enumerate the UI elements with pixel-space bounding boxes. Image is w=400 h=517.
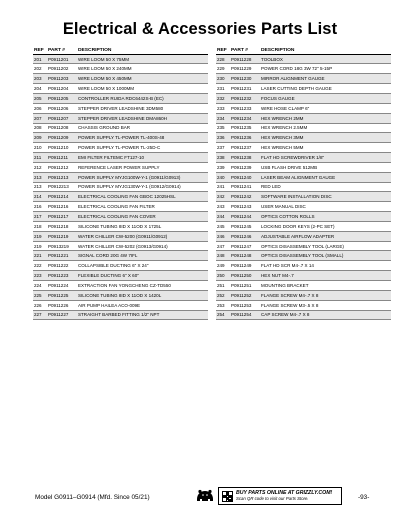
table-row: [33, 183, 208, 193]
table-row: [216, 251, 391, 261]
description-cell: REFERENCE LASER POWER SUPPLY: [78, 164, 160, 170]
parts-table-right: [216, 44, 391, 320]
ref-cell: 210: [34, 145, 42, 151]
ref-cell: 239: [217, 164, 225, 170]
part-number-cell: P0911211: [48, 154, 69, 160]
part-number-cell: P0911240: [231, 174, 252, 180]
table-row: [216, 301, 391, 311]
ref-cell: 227: [34, 312, 42, 318]
description-cell: LASER BEAM ALIGNMENT GAUGE: [261, 174, 336, 180]
part-number-cell: P0911221: [48, 253, 69, 259]
description-cell: STEPPER DRIVER LEADSHINE 3DM580: [78, 105, 164, 111]
description-cell: WATER CHILLER CW-5200 (G0911/G0912): [78, 233, 168, 239]
part-number-cell: P0911216: [48, 204, 69, 210]
part-number-cell: P0911252: [231, 292, 252, 298]
table-row: [33, 133, 208, 143]
description-cell: POWER SUPPLY MYJG100W-Y-1 (G0911/G0913): [78, 174, 181, 180]
ref-cell: 241: [217, 184, 225, 190]
table-row: [33, 153, 208, 163]
table-row: [216, 84, 391, 94]
table-row: [216, 133, 391, 143]
table-row: [216, 192, 391, 202]
ref-cell: 229: [217, 66, 225, 72]
part-number-cell: P0911228: [231, 56, 252, 62]
part-number-cell: P0911244: [231, 214, 252, 220]
part-number-cell: P0911203: [48, 76, 69, 82]
part-number-cell: P0911210: [48, 145, 69, 151]
description-cell: FLANGE SCREW M4-.7 X 8: [261, 292, 319, 298]
table-row: [33, 94, 208, 104]
part-number-cell: P0911219: [48, 233, 69, 239]
table-row: [216, 202, 391, 212]
table-row: [216, 104, 391, 114]
part-number-cell: P0911246: [231, 233, 252, 239]
part-number-cell: P0911212: [48, 164, 69, 170]
description-cell: POWER SUPPLY MYJG130W-Y-1 (G0912/G0914): [78, 184, 181, 190]
description-cell: SIGNAL CORD 20G 4W 7IFL: [78, 253, 138, 259]
ref-cell: 205: [34, 95, 42, 101]
part-number-cell: P0911251: [231, 282, 252, 288]
ref-cell: 219: [34, 233, 42, 239]
model-footer: Model G0911–G0914 (Mfd. Since 05/21): [35, 494, 150, 501]
part-number-cell: P0911213: [48, 174, 69, 180]
description-cell: TOOLBOX: [261, 56, 283, 62]
table-row: [216, 311, 391, 321]
part-number-cell: P0911217: [48, 214, 69, 220]
table-row: [33, 84, 208, 94]
ref-cell: 209: [34, 135, 42, 141]
table-row: [33, 104, 208, 114]
ref-cell: 234: [217, 115, 225, 121]
description-cell: CONTROLLER RUIDA RDC6442S-B (EC): [78, 95, 164, 101]
description-cell: HEX WRENCH 2.5MM: [261, 125, 308, 131]
table-row: [33, 143, 208, 153]
qr-code-icon[interactable]: [222, 491, 233, 502]
part-number-cell: P0911254: [231, 312, 252, 318]
description-cell: FOCUS GAUGE: [261, 95, 295, 101]
table-header: [216, 44, 391, 55]
part-number-cell: P0911247: [231, 243, 252, 249]
description-cell: SILICONE TUBING 8ID X 11OD X 1725L: [78, 223, 162, 229]
ref-cell: 253: [217, 302, 225, 308]
ref-cell: 201: [34, 56, 42, 62]
part-number-cell: P0911230: [231, 76, 252, 82]
table-row: [216, 64, 391, 74]
ref-cell: 203: [34, 76, 42, 82]
description-cell: USB FLASH DRIVE 512MB: [261, 164, 318, 170]
description-cell: WATER CHILLER CW-5202 (G0913/G0914): [78, 243, 168, 249]
table-row: [33, 74, 208, 84]
part-number-cell: P0911235: [231, 125, 252, 131]
description-cell: ELECTRICAL COOLING FAN GBOC 12025HSL: [78, 194, 176, 200]
table-row: [216, 163, 391, 173]
part-number-cell: P0911241: [231, 184, 252, 190]
ref-cell: 228: [217, 56, 225, 62]
promo-headline[interactable]: BUY PARTS ONLINE AT GRIZZLY.COM!: [236, 489, 333, 496]
table-row: [33, 242, 208, 252]
parts-store-promo[interactable]: [218, 487, 342, 505]
ref-cell: 236: [217, 135, 225, 141]
part-number-cell: P0912213: [48, 184, 69, 190]
description-cell: WIRE HOSE CLAMP 6": [261, 105, 310, 111]
ref-cell: 202: [34, 66, 42, 72]
ref-cell: 223: [34, 273, 42, 279]
description-cell: COLLAPSIBLE DUCTING 6" X 24": [78, 263, 149, 269]
table-row: [33, 163, 208, 173]
table-row: [216, 74, 391, 84]
description-cell: OPTICS COTTON ROLLS: [261, 214, 315, 220]
ref-cell: 225: [34, 292, 42, 298]
description-cell: SILICONE TUBING 8ID X 11OD X 1420L: [78, 292, 162, 298]
ref-cell: 217: [34, 214, 42, 220]
table-row: [33, 124, 208, 134]
description-cell: POWER CORD 18G 3W 72" 5-15P: [261, 66, 333, 72]
table-row: [216, 271, 391, 281]
ref-cell: 222: [34, 263, 42, 269]
description-cell: FLANGE SCREW M3-.5 X 8: [261, 302, 319, 308]
ref-cell: 248: [217, 253, 225, 259]
part-number-cell: P0911232: [231, 95, 252, 101]
table-row: [216, 232, 391, 242]
ref-cell: 231: [217, 86, 225, 92]
part-number-cell: P0911202: [48, 66, 69, 72]
part-number-cell: P0911206: [48, 105, 69, 111]
description-cell: FLAT HD SCR M4-.7 X 14: [261, 263, 314, 269]
table-row: [216, 242, 391, 252]
part-number-cell: P0911205: [48, 95, 69, 101]
description-cell: ADJUSTABLE AIRFLOW ADAPTER: [261, 233, 335, 239]
grizzly-bear-logo-icon: [195, 488, 215, 504]
part-number-cell: P0911242: [231, 194, 252, 200]
table-row: [33, 173, 208, 183]
table-row: [216, 261, 391, 271]
part-number-cell: P0911214: [48, 194, 69, 200]
part-number-cell: P0911226: [48, 302, 69, 308]
part-number-cell: P0911234: [231, 115, 252, 121]
table-row: [33, 281, 208, 291]
description-cell: RED LED: [261, 184, 281, 190]
ref-cell: 221: [34, 253, 42, 259]
part-number-cell: P0911223: [48, 273, 69, 279]
table-row: [33, 291, 208, 301]
part-number-cell: P0911249: [231, 263, 252, 269]
part-number-cell: P0911253: [231, 302, 252, 308]
ref-cell: 242: [217, 194, 225, 200]
header-part: PART #: [48, 48, 66, 53]
table-row: [33, 212, 208, 222]
description-cell: CHASSIS GROUND BAR: [78, 125, 131, 131]
part-number-cell: P0911218: [48, 223, 69, 229]
ref-cell: 216: [34, 204, 42, 210]
description-cell: CAP SCREW M4-.7 X 8: [261, 312, 310, 318]
header-ref: REF: [34, 48, 44, 53]
table-row: [216, 212, 391, 222]
description-cell: USER MANUAL DISC: [261, 204, 306, 210]
ref-cell: 247: [217, 243, 225, 249]
ref-cell: 243: [217, 204, 225, 210]
ref-cell: 237: [217, 145, 225, 151]
part-number-cell: P0911245: [231, 223, 252, 229]
ref-cell: 235: [217, 125, 225, 131]
description-cell: LASER CUTTING DEPTH GAUGE: [261, 86, 332, 92]
ref-cell: 211: [34, 154, 42, 160]
ref-cell: 226: [34, 302, 42, 308]
ref-cell: 218: [34, 223, 42, 229]
table-row: [33, 222, 208, 232]
table-row: [216, 153, 391, 163]
table-row: [216, 55, 391, 65]
ref-cell: 232: [217, 95, 225, 101]
ref-cell: 207: [34, 115, 42, 121]
table-row: [216, 94, 391, 104]
table-row: [33, 301, 208, 311]
description-cell: STEPPER DRIVER LEADSHINE DMA860H: [78, 115, 167, 121]
ref-cell: 245: [217, 223, 225, 229]
part-number-cell: P0911229: [231, 66, 252, 72]
part-number-cell: P0911222: [48, 263, 69, 269]
description-cell: EMI FILTER FILTEMC FT127-10: [78, 154, 145, 160]
table-row: [33, 192, 208, 202]
table-body: [216, 55, 391, 321]
table-row: [33, 55, 208, 65]
description-cell: WIRE LOOM 50 X 450MM: [78, 76, 132, 82]
ref-cell: 213: [34, 184, 42, 190]
table-row: [33, 311, 208, 321]
part-number-cell: P0911236: [231, 135, 252, 141]
header-description: DESCRIPTION: [78, 48, 112, 53]
part-number-cell: P0911233: [231, 105, 252, 111]
description-cell: OPTICS DISASSEMBLY TOOL (SMALL): [261, 253, 344, 259]
description-cell: HEX WRENCH 2MM: [261, 115, 304, 121]
table-body: [33, 55, 208, 321]
ref-cell: 250: [217, 273, 225, 279]
description-cell: MOUNTING BRACKET: [261, 282, 309, 288]
description-cell: POWER SUPPLY TL-POWER TL-25D-C: [78, 145, 161, 151]
header-ref: REF: [217, 48, 227, 53]
table-row: [33, 202, 208, 212]
ref-cell: 214: [34, 194, 42, 200]
table-row: [33, 232, 208, 242]
table-row: [216, 124, 391, 134]
table-row: [216, 143, 391, 153]
part-number-cell: P0911237: [231, 145, 252, 151]
description-cell: ELECTRICAL COOLING FAN COVER: [78, 214, 156, 220]
parts-table-left: [33, 44, 208, 320]
description-cell: HEX WRENCH 5MM: [261, 145, 304, 151]
part-number-cell: P0911248: [231, 253, 252, 259]
part-number-cell: P0911238: [231, 154, 252, 160]
ref-cell: 240: [217, 174, 225, 180]
description-cell: AIR PUMP HAILEA ACO-009E: [78, 302, 141, 308]
table-row: [33, 64, 208, 74]
table-row: [216, 183, 391, 193]
ref-cell: 244: [217, 214, 225, 220]
description-cell: EXTRACTION FAN YONGCHENG CZ-TD550: [78, 282, 171, 288]
ref-cell: 213: [34, 174, 42, 180]
header-description: DESCRIPTION: [261, 48, 295, 53]
description-cell: SOFTWARE INSTALLATION DISC: [261, 194, 332, 200]
page-number: -93-: [358, 494, 370, 501]
description-cell: WIRE LOOM 50 X 1000MM: [78, 86, 135, 92]
part-number-cell: P0911224: [48, 282, 69, 288]
description-cell: LOCKING DOOR KEYS (2-PC SET): [261, 223, 335, 229]
part-number-cell: P0911239: [231, 164, 252, 170]
ref-cell: 206: [34, 105, 42, 111]
part-number-cell: P0911201: [48, 56, 69, 62]
table-row: [33, 114, 208, 124]
description-cell: MIRROR ALIGNMENT GAUGE: [261, 76, 325, 82]
ref-cell: 254: [217, 312, 225, 318]
ref-cell: 246: [217, 233, 225, 239]
part-number-cell: P0913219: [48, 243, 69, 249]
table-row: [33, 251, 208, 261]
ref-cell: 230: [217, 76, 225, 82]
part-number-cell: P0911209: [48, 135, 69, 141]
part-number-cell: P0911243: [231, 204, 252, 210]
promo-subline: Scan QR code to visit our Parts Store.: [236, 496, 309, 501]
description-cell: WIRE LOOM 50 X 240MM: [78, 66, 132, 72]
part-number-cell: P0911204: [48, 86, 69, 92]
part-number-cell: P0911250: [231, 273, 252, 279]
ref-cell: 208: [34, 125, 42, 131]
description-cell: POWER SUPPLY TL-POWER TL-400S-48: [78, 135, 165, 141]
ref-cell: 249: [217, 263, 225, 269]
description-cell: HEX NUT M4-.7: [261, 273, 294, 279]
header-part: PART #: [231, 48, 249, 53]
table-row: [33, 261, 208, 271]
table-row: [216, 281, 391, 291]
table-row: [33, 271, 208, 281]
table-row: [216, 173, 391, 183]
ref-cell: 219: [34, 243, 42, 249]
table-row: [216, 222, 391, 232]
ref-cell: 212: [34, 164, 42, 170]
ref-cell: 238: [217, 154, 225, 160]
description-cell: FLEXIBLE DUCTING 6" X 60": [78, 273, 139, 279]
table-row: [216, 114, 391, 124]
table-row: [216, 291, 391, 301]
part-number-cell: P0911208: [48, 125, 69, 131]
ref-cell: 224: [34, 282, 42, 288]
description-cell: STRAIGHT BARBED FITTING 1/2" NPT: [78, 312, 160, 318]
part-number-cell: P0911227: [48, 312, 69, 318]
ref-cell: 233: [217, 105, 225, 111]
description-cell: FLAT HD SCREWDRIVER 1/8": [261, 154, 325, 160]
ref-cell: 251: [217, 282, 225, 288]
ref-cell: 204: [34, 86, 42, 92]
ref-cell: 252: [217, 292, 225, 298]
part-number-cell: P0911207: [48, 115, 69, 121]
description-cell: WIRE LOOM 50 X 75MM: [78, 56, 130, 62]
table-header: [33, 44, 208, 55]
description-cell: HEX WRENCH 3MM: [261, 135, 304, 141]
description-cell: OPTICS DISASSEMBLY TOOL (LARGE): [261, 243, 344, 249]
part-number-cell: P0911225: [48, 292, 69, 298]
description-cell: ELECTRICAL COOLING FAN FILTER: [78, 204, 155, 210]
part-number-cell: P0911231: [231, 86, 252, 92]
page-title: Electrical & Accessories Parts List: [62, 20, 338, 38]
